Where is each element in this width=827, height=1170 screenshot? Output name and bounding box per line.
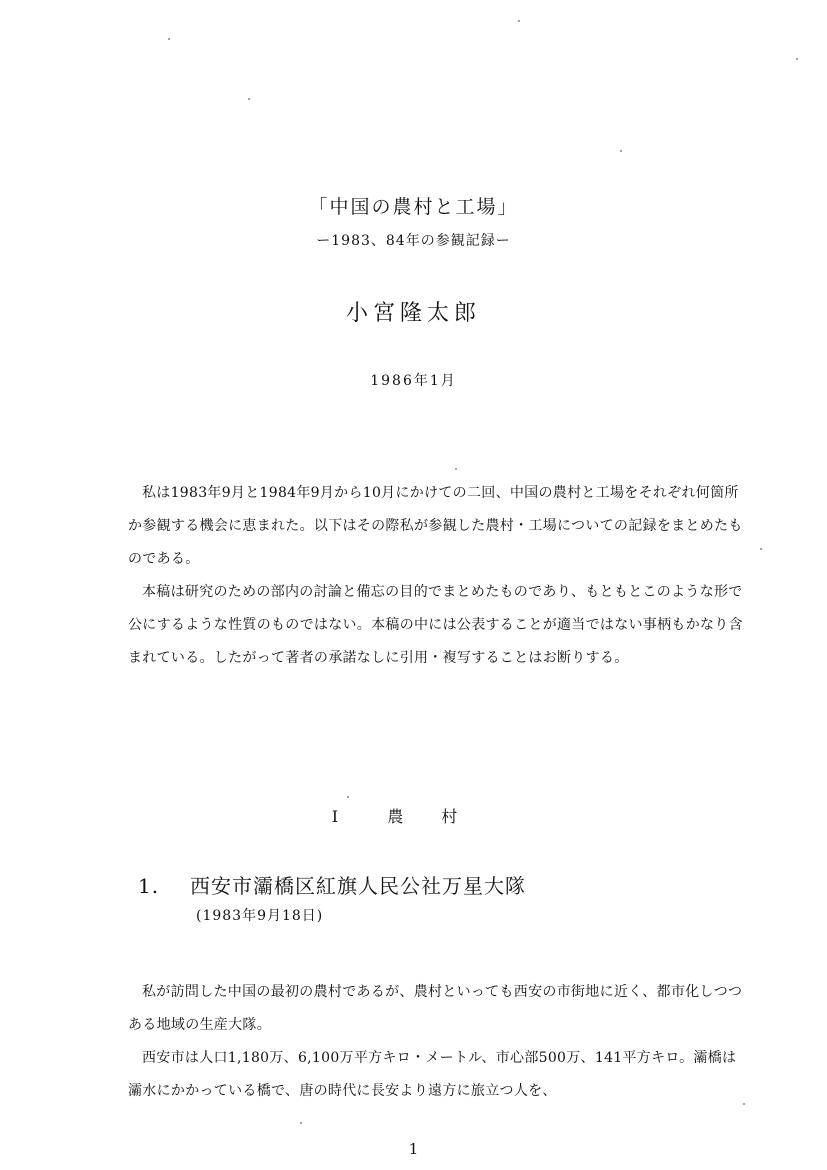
document-date: 1986年1月	[370, 373, 457, 389]
subsection-number: 1.	[138, 874, 160, 898]
author-name: 小宮隆太郎	[345, 301, 481, 326]
document-subtitle: ー1983、84年の参観記録ー	[316, 233, 511, 249]
section-name: 農村	[387, 807, 496, 826]
document-title: 「中国の農村と工場」	[308, 196, 519, 218]
scan-speck	[347, 796, 349, 798]
subsection-heading	[138, 870, 526, 899]
intro-paragraph: 本稿は研究のための部内の討論と備忘の目的でまとめたものであり、もともとこのような形で公にするような性質のものではない。本稿の中には公表することが適当ではない事柄もかなり含まれている。したがって著者の承諾なしに引用・複写することはお断りする。	[128, 584, 743, 666]
scan-speck	[168, 38, 170, 40]
scan-speck	[743, 1103, 745, 1105]
scan-speck	[518, 20, 520, 22]
section-number: I	[331, 807, 339, 826]
intro-paragraph: 私は1983年9月と1984年9月から10月にかけての二回、中国の農村と工場をそれぞれ何箇所か参観する機会に恵まれた。以下はその際私が参観した農村・工場についての記録をまとめたものである。	[128, 485, 743, 567]
subsection-date: (1983年9月18日)	[196, 908, 324, 924]
scan-speck	[300, 1122, 302, 1124]
page-number: 1	[408, 1140, 419, 1158]
body-paragraph: 私が訪問した中国の最初の農村であるが、農村といっても西安の市街地に近く、都市化しつつある地域の生産大隊。	[128, 984, 743, 1033]
section-heading	[0, 804, 827, 827]
scan-speck	[248, 98, 250, 100]
scan-speck	[796, 58, 798, 60]
body-paragraph: 西安市は人口1,180万、6,100万平方キロ・メートル、市心部500万、141平方キロ。灞橋は灞水にかかっている橋で、唐の時代に長安より遠方に旅立つ人を、	[128, 1050, 737, 1099]
scan-speck	[455, 468, 457, 470]
subsection-title: 西安市灞橋区紅旗人民公社万星大隊	[190, 874, 526, 898]
scan-speck	[620, 150, 622, 152]
scan-speck	[760, 548, 762, 550]
